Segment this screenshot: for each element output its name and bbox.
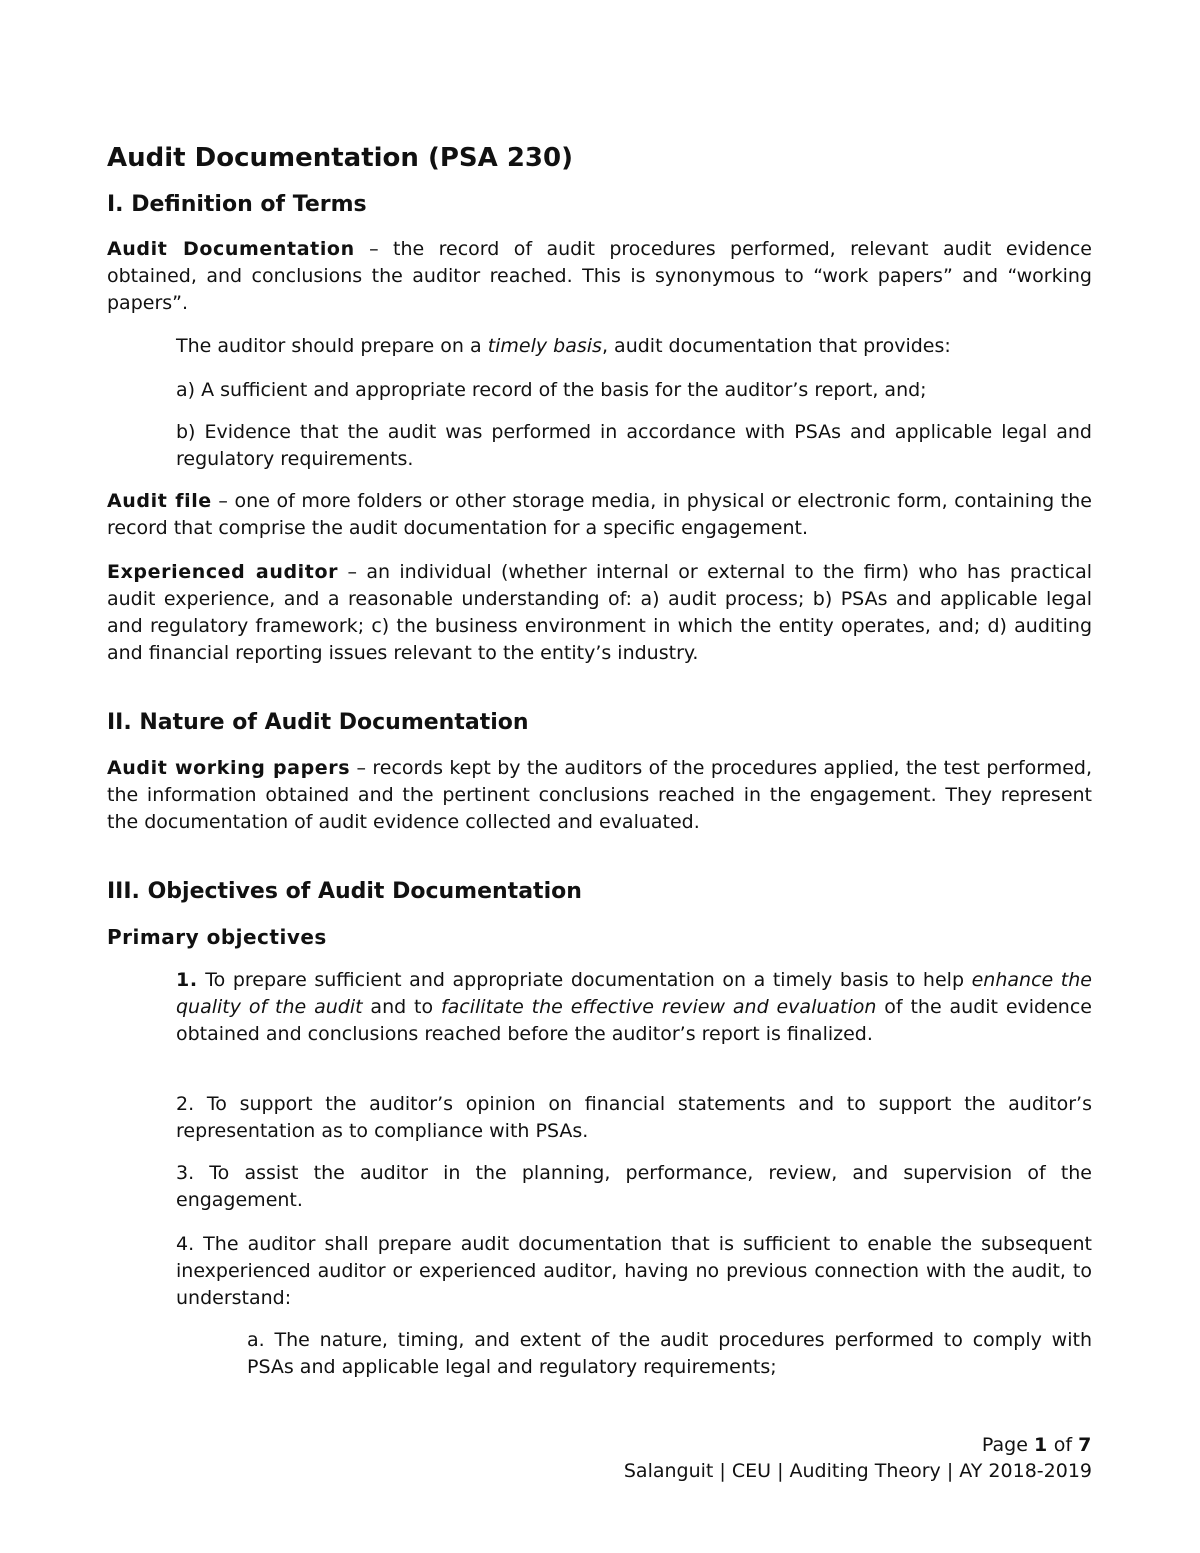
objective-4a: a. The nature, timing, and extent of the audit procedures performed to comply with PSAs and applicable legal and regulatory requirements; [247,1329,1092,1378]
paragraph-timely-basis [176,333,1092,360]
objective-2: 2. To support the auditor’s opinion on financial statements and to support the auditor’s representation as to compliance with PSAs. [176,1093,1092,1142]
page-current: 1 [1033,1434,1048,1456]
term: Audit file [107,490,212,512]
term: Audit working papers [107,757,351,779]
text: and to [362,996,441,1018]
definition: – records kept by the auditors of the procedures applied, the test performed, the information obtained and the pertinent conclusions reached in the engagement. They represent the documentation of audit evidence collected and evaluated. [107,757,1093,833]
objective-4: 4. The auditor shall prepare audit documentation that is sufficient to enable the subsequent inexperienced auditor or experienced auditor, having no previous connection with the audit, to understand: [176,1233,1092,1309]
definition: – one of more folders or other storage media, in physical or electronic form, containing the record that comprise the audit documentation for a specific engagement. [107,490,1092,539]
text: of the audit evidence obtained and conclusions reached before the auditor’s report is finalized. [176,996,1092,1045]
page-label: Page [981,1434,1034,1456]
objective-1 [176,967,1092,1048]
list-item-b: b) Evidence that the audit was performed in accordance with PSAs and applicable legal and regulatory requirements. [176,421,1092,470]
document-title: Audit Documentation (PSA 230) [107,143,573,173]
text: , audit documentation that provides: [601,335,951,357]
emphasis: enhance the quality of the audit [176,969,1092,1018]
page-number [982,1432,1092,1458]
page-total: 7 [1078,1434,1092,1456]
emphasis: facilitate the effective review and evaluation [440,996,877,1018]
paragraph-working-papers [107,755,1092,836]
definition: – an individual (whether internal or external to the firm) who has practical audit experience, and a reasonable understanding of: a) audit process; b) PSAs and applicable legal and regulatory framework; c) the business environment in which the entity operates, and; d) auditing and financial reporting issues relevant to the entity’s industry. [107,561,1093,664]
section-heading-objectives: III. Objectives of Audit Documentation [107,879,582,904]
section-heading-definitions: I. Definition of Terms [107,192,367,217]
paragraph-audit-documentation [107,236,1092,317]
definition: – the record of audit procedures performed, relevant audit evidence obtained, and conclusions the auditor reached. This is synonymous to “work papers” and “working papers”. [107,238,1092,314]
number: 1. [176,969,198,991]
paragraph-experienced-auditor [107,559,1092,667]
list-item-a: a) A sufficient and appropriate record of the basis for the auditor’s report, and; [176,379,927,401]
objective-3: 3. To assist the auditor in the planning, performance, review, and supervision of the engagement. [176,1162,1092,1211]
term: Experienced auditor [107,561,339,583]
text: To prepare sufficient and appropriate documentation on a timely basis to help [197,969,972,991]
paragraph-audit-file [107,488,1092,542]
subheading-primary-objectives: Primary objectives [107,925,327,949]
emphasis: timely basis [487,335,602,357]
text: The auditor should prepare on a [176,335,488,357]
section-heading-nature: II. Nature of Audit Documentation [107,710,529,735]
term: Audit Documentation [107,238,355,260]
footer-credit: Salanguit | CEU | Auditing Theory | AY 2018-2019 [623,1460,1092,1482]
of-label: of [1047,1434,1079,1456]
